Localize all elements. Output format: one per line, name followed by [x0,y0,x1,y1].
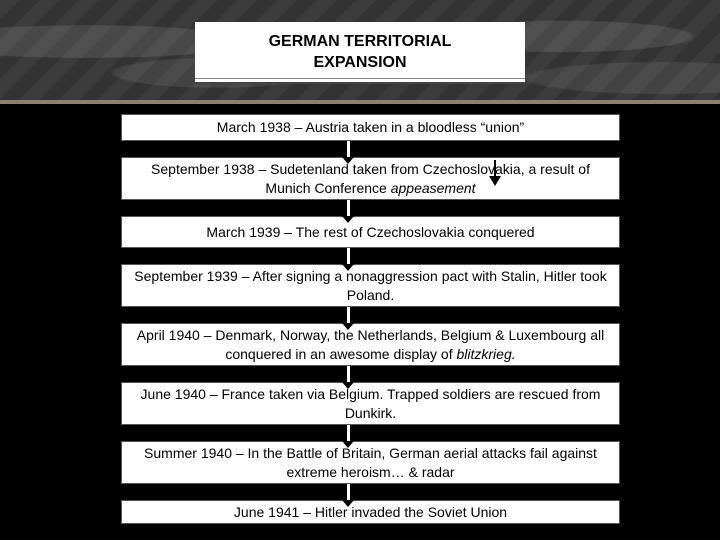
step-emphasis-5: blitzkrieg. [456,345,516,362]
connector-5 [347,365,350,383]
arrowhead-5 [342,382,354,389]
step-box-8 [121,500,620,524]
title-box [195,22,525,84]
connector-4 [347,306,350,324]
step-box-7 [121,441,620,484]
step-box-2 [121,157,620,200]
step-box-4 [121,264,620,307]
step-text-3: March 1939 – The rest of Czechoslovakia conquered [206,223,535,240]
step-text-4: September 1939 – After signing a nonaggression pact with Stalin, Hitler took Poland. [134,267,607,303]
arrowhead-7 [342,500,354,507]
connector-6 [347,424,350,442]
step-text-7: Summer 1940 – In the Battle of Britain, German aerial attacks fail against extreme heroism… & radar [144,444,597,480]
title-line-2: EXPANSION [313,54,407,71]
connector-3 [347,247,350,265]
step-box-6 [121,382,620,425]
arrowhead-3 [342,264,354,271]
arrowhead-4 [342,323,354,330]
step-text-1: March 1938 – Austria taken in a bloodless “union” [216,119,525,135]
step-box-5 [121,323,620,366]
arrowhead-2 [342,216,354,223]
step-text-2: September 1938 – Sudetenland taken from Czechoslovakia, a result of Munich Conference appeasement [151,160,590,196]
step-text-8: June 1941 – Hitler invaded the Soviet Union [233,503,508,520]
title-line-1: GERMAN TERRITORIAL [268,33,452,50]
connector-1 [347,140,350,158]
step-text-5: April 1940 – Denmark, Norway, the Netherlands, Belgium & Luxembourg all conquered in an awesome display of blitzkrieg. [136,326,605,362]
step-text-6: June 1940 – France taken via Belgium. Trapped soldiers are rescued from Dunkirk. [140,385,601,421]
step-box-3 [121,216,620,248]
arrowhead-1 [342,157,354,164]
arrowhead-6 [342,441,354,448]
step-box-1 [121,114,620,141]
step-emphasis-2: appeasement [390,179,476,196]
connector-2 [347,199,350,217]
overlay-arrow-icon [488,160,502,188]
connector-7 [347,483,350,501]
